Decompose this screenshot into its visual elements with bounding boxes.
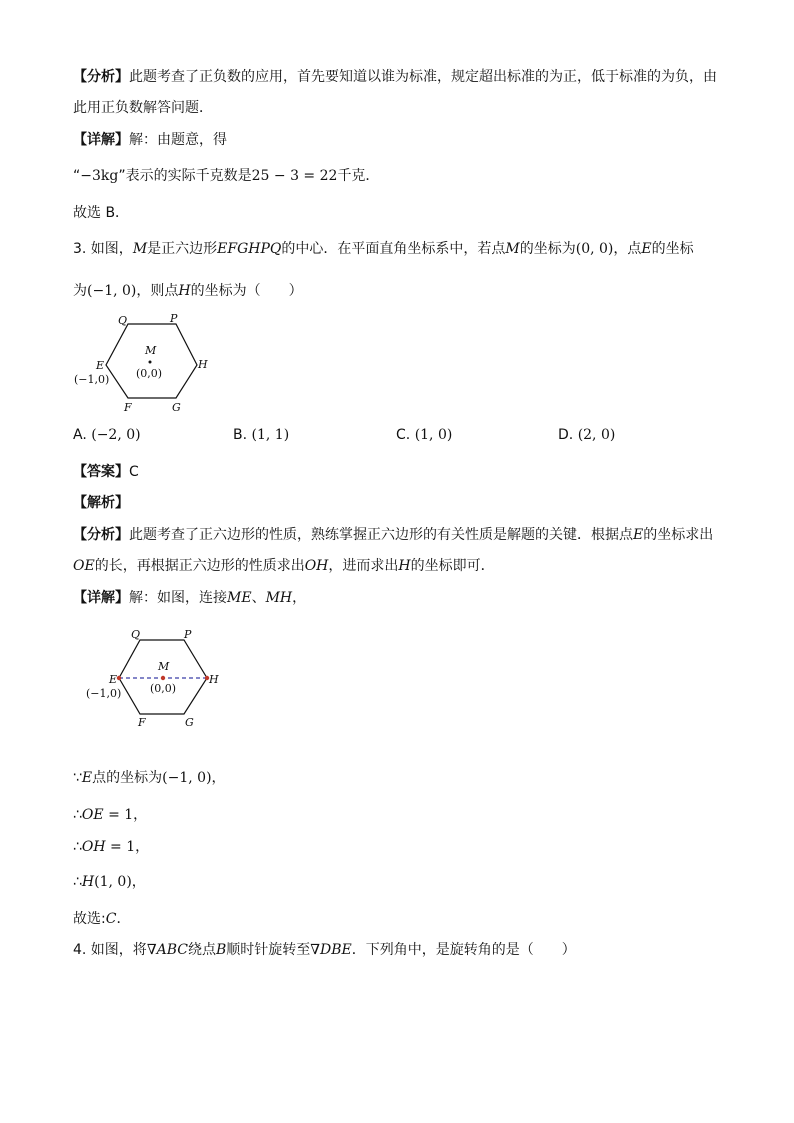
option-a[interactable] bbox=[73, 425, 141, 445]
step-3 bbox=[73, 837, 149, 857]
calc-end-text: 千克． bbox=[337, 168, 380, 184]
step-2 bbox=[73, 805, 147, 825]
choose-letter: C bbox=[105, 911, 117, 927]
analysis-tag: 【分析】 bbox=[73, 527, 129, 543]
q3-stem-line-1 bbox=[73, 239, 694, 259]
step-text: ， bbox=[135, 839, 150, 855]
hexagon-figure-2 bbox=[82, 624, 232, 734]
var-MH: MH bbox=[265, 590, 293, 606]
label-G: G bbox=[172, 401, 181, 414]
label-E: E bbox=[109, 673, 118, 686]
option-value: (2, 0) bbox=[577, 427, 616, 443]
label-E-coord: (−1,0) bbox=[86, 687, 122, 700]
label-H: H bbox=[209, 673, 219, 686]
label-H: H bbox=[198, 358, 208, 371]
var-ME: ME bbox=[227, 590, 252, 606]
step-text: ， bbox=[211, 770, 226, 786]
calc-expression: 25 − 3 = 22 bbox=[251, 168, 338, 184]
hexagon-outline bbox=[106, 324, 197, 398]
option-value: (1, 0) bbox=[414, 427, 453, 443]
step-text: ， bbox=[131, 874, 146, 890]
detail-line bbox=[73, 130, 227, 150]
answer-tag: 【答案】 bbox=[73, 464, 129, 480]
option-letter: D. bbox=[558, 427, 574, 443]
analysis-text: 的坐标即可． bbox=[410, 558, 495, 574]
var-B: B bbox=[215, 942, 227, 958]
label-M: M bbox=[145, 344, 157, 357]
coord-M: (0, 0) bbox=[575, 241, 614, 257]
q4-text: 顺时针旋转至 bbox=[226, 942, 311, 958]
choose-line-2 bbox=[73, 909, 130, 929]
point-E bbox=[117, 676, 121, 680]
label-Q: Q bbox=[131, 628, 141, 641]
choose-text: 故选: bbox=[73, 911, 106, 927]
therefore-symbol: ∴ bbox=[73, 839, 82, 855]
therefore-symbol: ∴ bbox=[73, 807, 82, 823]
step-text: ， bbox=[133, 807, 148, 823]
q3-number: 3. 如图， bbox=[73, 241, 133, 257]
label-E-coord: (−1,0) bbox=[74, 373, 110, 386]
therefore-symbol: ∴ bbox=[73, 874, 82, 890]
var-E: E bbox=[633, 527, 644, 543]
label-M-coord: (0,0) bbox=[136, 367, 163, 380]
var-H: H bbox=[398, 558, 411, 574]
label-M-coord: (0,0) bbox=[150, 682, 177, 695]
label-F: F bbox=[124, 401, 132, 414]
label-G: G bbox=[185, 716, 194, 729]
analysis-tag: 【分析】 bbox=[73, 69, 129, 85]
q3-text: 为 bbox=[73, 283, 87, 299]
coord-E: (−1, 0) bbox=[87, 283, 137, 299]
analysis-text: 此题考查了正六边形的性质，熟练掌握正六边形的有关性质是解题的关键．根据点 bbox=[129, 527, 633, 543]
step-1 bbox=[73, 768, 226, 788]
analysis-text: ，进而求出 bbox=[328, 558, 399, 574]
calc-mid-text: ”表示的实际千克数是 bbox=[118, 168, 252, 184]
step-value: = 1 bbox=[103, 807, 134, 823]
jiexi-tag: 【解析】 bbox=[73, 495, 129, 511]
var-E: E bbox=[641, 241, 652, 257]
q3-analysis-line-1 bbox=[73, 525, 713, 545]
coord-H: (1, 0) bbox=[94, 874, 132, 890]
hexagon-figure-1 bbox=[70, 308, 220, 418]
because-symbol: ∵ bbox=[73, 770, 82, 786]
detail-tag: 【详解】 bbox=[73, 132, 129, 148]
q3-text: 的中心．在平面直角坐标系中，若点 bbox=[281, 241, 506, 257]
option-letter: C. bbox=[396, 427, 411, 443]
var-OE: OE bbox=[73, 558, 95, 574]
var-OE: OE bbox=[81, 807, 104, 823]
label-P: P bbox=[170, 312, 178, 325]
answer-line bbox=[73, 462, 139, 482]
q3-text: ，点 bbox=[613, 241, 642, 257]
option-letter: A. bbox=[73, 427, 87, 443]
option-b[interactable] bbox=[233, 425, 289, 445]
calc-line bbox=[73, 166, 379, 186]
jiexi-line bbox=[73, 493, 129, 513]
separator: 、 bbox=[251, 590, 266, 606]
var-H: H bbox=[178, 283, 191, 299]
q3-stem-line-2 bbox=[73, 281, 303, 301]
option-value: (−2, 0) bbox=[91, 427, 141, 443]
q4-text: ．下列角中，是旋转角的是（ ） bbox=[351, 942, 576, 958]
label-P: P bbox=[184, 628, 192, 641]
label-Q: Q bbox=[118, 314, 128, 327]
option-d[interactable] bbox=[558, 425, 615, 445]
open-quote: “ bbox=[73, 168, 81, 184]
label-E: E bbox=[96, 359, 105, 372]
hexagon-name: EFGHPQ bbox=[217, 241, 282, 257]
label-M: M bbox=[158, 660, 170, 673]
option-c[interactable] bbox=[396, 425, 452, 445]
var-M: M bbox=[132, 241, 148, 257]
detail-text: 解：如图，连接 bbox=[129, 590, 227, 606]
choose-text: ． bbox=[116, 911, 131, 927]
var-E: E bbox=[81, 770, 93, 786]
analysis-text: 的长，再根据正六边形的性质求出 bbox=[94, 558, 305, 574]
analysis-line-2: 此用正负数解答问题． bbox=[73, 100, 213, 116]
detail-text: 解：由题意，得 bbox=[129, 132, 227, 148]
option-value: (1, 1) bbox=[251, 427, 290, 443]
triangle-ABC: ∇ABC bbox=[146, 942, 188, 958]
calc-quantity: −3kg bbox=[80, 168, 119, 184]
var-OH: OH bbox=[81, 839, 106, 855]
center-point bbox=[149, 361, 152, 364]
q3-text: 的坐标为 bbox=[519, 241, 576, 257]
point-M bbox=[161, 676, 165, 680]
detail-text: ， bbox=[292, 590, 307, 606]
step-4 bbox=[73, 872, 146, 892]
triangle-DBE: ∇DBE bbox=[310, 942, 352, 958]
q3-text: 是正六边形 bbox=[147, 241, 218, 257]
var-M: M bbox=[505, 241, 520, 257]
q4-number: 4. 如图，将 bbox=[73, 942, 147, 958]
answer-value: C bbox=[129, 464, 139, 480]
step-text: 点的坐标为 bbox=[92, 770, 163, 786]
analysis-text-1: 此题考查了正负数的应用，首先要知道以谁为标准，规定超出标准的为正，低于标准的为负，由 bbox=[129, 69, 717, 85]
option-letter: B. bbox=[233, 427, 248, 443]
coord-E: (−1, 0) bbox=[162, 770, 212, 786]
q3-text: 的坐标 bbox=[651, 241, 694, 257]
label-F: F bbox=[138, 716, 146, 729]
var-H: H bbox=[81, 874, 95, 890]
q3-analysis-line-2 bbox=[73, 556, 495, 576]
step-value: = 1 bbox=[105, 839, 136, 855]
choose-line-1: 故选 B． bbox=[73, 205, 130, 221]
q3-text: 的坐标为（ ） bbox=[190, 283, 303, 299]
analysis-line-1 bbox=[73, 67, 717, 87]
q3-detail-line bbox=[73, 588, 306, 608]
q4-stem bbox=[73, 940, 576, 960]
q4-text: 绕点 bbox=[187, 942, 216, 958]
var-OH: OH bbox=[304, 558, 329, 574]
detail-tag: 【详解】 bbox=[73, 590, 129, 606]
q3-text: ，则点 bbox=[136, 283, 179, 299]
analysis-text: 的坐标求出 bbox=[643, 527, 714, 543]
